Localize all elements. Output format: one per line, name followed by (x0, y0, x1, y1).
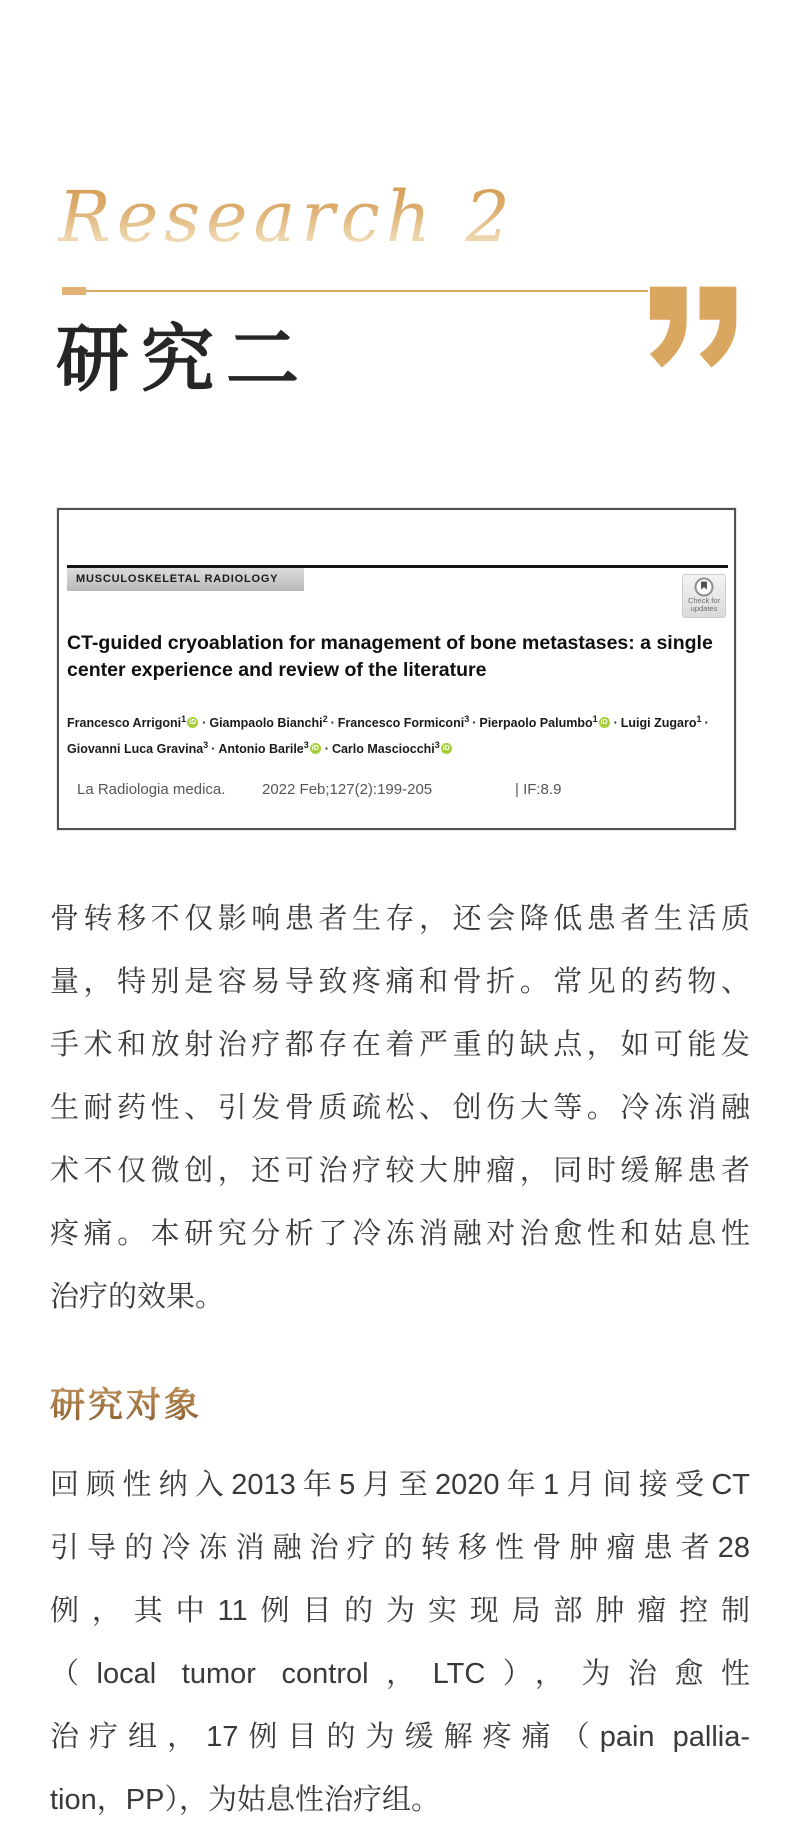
text-line: 例，其中11例目的为实现局部肿瘤控制 (50, 1595, 750, 1627)
check-badge-label-line2: updates (690, 604, 718, 613)
author-name: Pierpaolo Palumbo$^1$ (479, 714, 598, 731)
author-separator: · (211, 742, 216, 757)
author-separator: · (202, 716, 207, 731)
author-separator: · (613, 716, 618, 731)
script-title: Research 2 (58, 176, 516, 258)
author-separator: · (330, 716, 335, 731)
author-name: Francesco Arrigoni$^1$ (67, 714, 187, 731)
section-heading-subjects: 研究对象 (50, 1378, 202, 1428)
divider-accent-segment (62, 287, 86, 295)
author-line (67, 708, 722, 734)
author-name: Antonio Barile$^3$ (218, 740, 309, 757)
author-name: Giampaolo Bianchi$^2$ (209, 714, 328, 731)
check-badge-label-line1: Check for (687, 596, 721, 605)
divider-line (86, 290, 648, 292)
text-line: 生耐药性、引发骨质疏松、创伤大等。冷冻消融 (50, 1092, 750, 1124)
text-line: 骨转移不仅影响患者生存，还会降低患者生活质 (50, 903, 750, 935)
text-line: 回顾性纳入2013年5月至2020年1月间接受CT (50, 1469, 750, 1501)
author-name: Luigi Zugaro$^1$ (620, 714, 702, 731)
author-name: Giovanni Luca Gravina$^3$ (67, 740, 209, 757)
author-separator: · (472, 716, 477, 731)
orcid-icon: iD (442, 745, 450, 753)
text-line: 手术和放射治疗都存在着严重的缺点，如可能发 (50, 1029, 750, 1061)
text-line: （local tumor control，LTC），为治愈性 (50, 1658, 750, 1690)
text-line: 治疗组，17例目的为缓解疼痛（pain pallia- (50, 1721, 750, 1753)
orcid-icon: iD (600, 719, 608, 727)
orcid-icon: iD (189, 719, 197, 727)
check-updates-icon (694, 577, 714, 597)
paper-title-line1: CT-guided cryoablation for management of bone metastases: a single (67, 632, 713, 654)
page-title: 研究二 (56, 319, 311, 400)
journal-citation: 2022 Feb;127(2):199-205 (262, 781, 433, 798)
text-line: 疼痛。本研究分析了冷冻消融对治愈性和姑息性 (50, 1218, 750, 1250)
intro-paragraph (50, 888, 750, 1329)
author-name: Francesco Formiconi$^3$ (337, 714, 470, 731)
quote-icon (648, 286, 740, 372)
text-line: 量，特别是容易导致疼痛和骨折。常见的药物、 (50, 966, 750, 998)
paper-title (67, 630, 717, 684)
paper-card (57, 508, 736, 830)
check-for-updates-badge[interactable] (682, 574, 726, 618)
author-line (67, 734, 722, 760)
author-separator: · (704, 716, 709, 731)
journal-name: La Radiologia medica. (77, 781, 226, 798)
text-line: 术不仅微创，还可治疗较大肿瘤，同时缓解患者 (50, 1155, 750, 1187)
text-line: 引导的冷冻消融治疗的转移性骨肿瘤患者28 (50, 1532, 750, 1564)
text-line: tion，PP），为姑息性治疗组。 (50, 1784, 440, 1816)
orcid-icon: iD (311, 745, 319, 753)
paper-title-line2: center experience and review of the literature (67, 659, 487, 681)
text-line: 治疗的效果。 (50, 1281, 225, 1313)
impact-factor: | IF:8.9 (515, 781, 562, 798)
paper-category: MUSCULOSKELETAL RADIOLOGY (67, 568, 304, 591)
subjects-paragraph (50, 1454, 750, 1832)
paper-authors (67, 708, 722, 760)
author-name: Carlo Masciocchi$^3$ (331, 740, 440, 757)
author-separator: · (324, 742, 329, 757)
